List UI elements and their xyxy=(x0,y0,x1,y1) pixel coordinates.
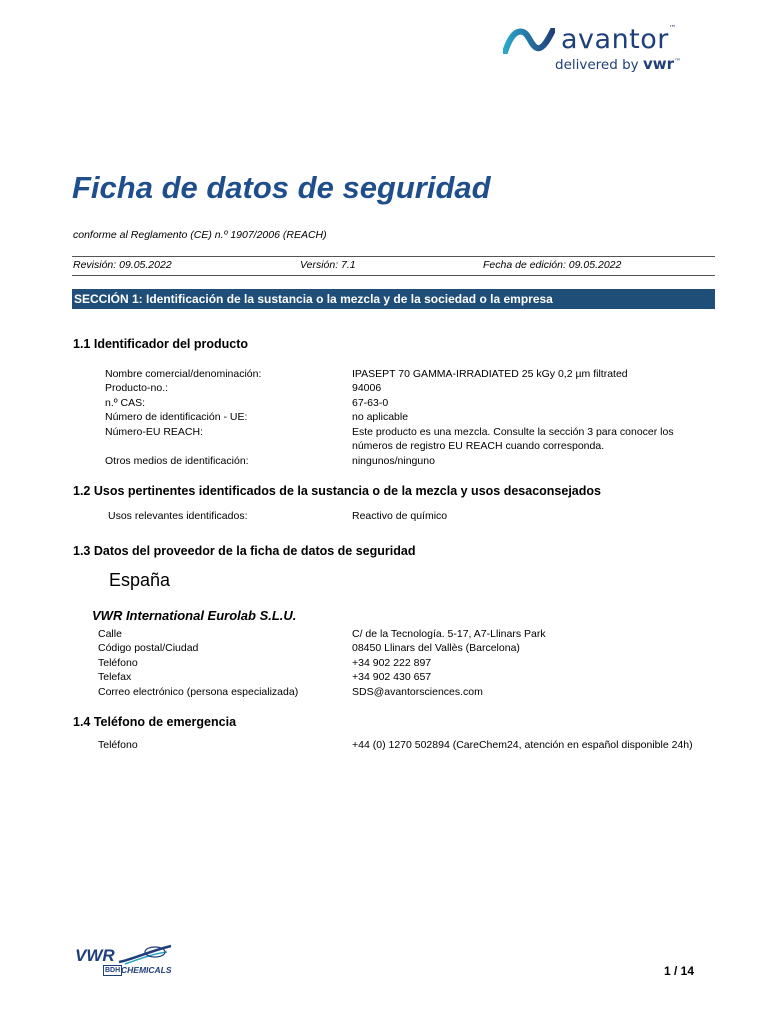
divider xyxy=(72,275,715,276)
edition-date: Fecha de edición: 09.05.2022 xyxy=(483,259,622,271)
vwr-swoosh-icon xyxy=(117,944,173,966)
label-fax: Telefax xyxy=(98,671,132,683)
value-phone: +34 902 222 897 xyxy=(352,657,432,669)
value-relevant-uses: Reactivo de químico xyxy=(352,510,448,522)
label-product-no: Producto-no.: xyxy=(105,382,169,394)
revision-date: Revisión: 09.05.2022 xyxy=(73,259,172,271)
brand-name: avantor xyxy=(561,24,669,55)
vwr-chemicals-logo xyxy=(75,944,185,978)
value-product-no: 94006 xyxy=(352,382,382,394)
label-cas: n.º CAS: xyxy=(105,397,146,409)
value-cas: 67-63-0 xyxy=(352,397,389,409)
value-eu-reach: Este producto es una mezcla. Consulte la sección 3 para conocer los xyxy=(352,426,674,438)
document-title: Ficha de datos de seguridad xyxy=(72,170,491,205)
heading-1-2: 1.2 Usos pertinentes identificados de la sustancia o de la mezcla y usos desaconsejados xyxy=(73,484,601,498)
label-eu-reach: Número-EU REACH: xyxy=(105,426,204,438)
value-email: SDS@avantorsciences.com xyxy=(352,686,483,698)
chemicals-text: CHEMICALS xyxy=(121,965,172,975)
label-phone: Teléfono xyxy=(98,657,138,669)
value-trade-name: IPASEPT 70 GAMMA-IRRADIATED 25 kGy 0,2 µm filtrated xyxy=(352,368,628,380)
label-trade-name: Nombre comercial/denominación: xyxy=(105,368,262,380)
heading-1-1: 1.1 Identificador del producto xyxy=(73,337,249,351)
brand-tagline: delivered by vwr™ xyxy=(555,55,681,73)
value-emergency-phone: +44 (0) 1270 502894 (CareChem24, atención en español disponible 24h) xyxy=(352,739,693,751)
value-fax: +34 902 430 657 xyxy=(352,671,432,683)
page-number: 1 / 14 xyxy=(664,964,695,978)
avantor-logo-mark-icon xyxy=(503,28,555,54)
regulation-subtitle: conforme al Reglamento (CE) n.º 1907/2006 (REACH) xyxy=(73,229,327,241)
label-emergency-phone: Teléfono xyxy=(98,739,138,751)
company-name: VWR International Eurolab S.L.U. xyxy=(92,608,297,623)
label-street: Calle xyxy=(98,628,122,640)
value-postal-city: 08450 Llinars del Vallès (Barcelona) xyxy=(352,642,520,654)
value-eu-reach-cont: números de registro EU REACH cuando corresponda. xyxy=(352,440,605,452)
heading-1-3: 1.3 Datos del proveedor de la ficha de datos de seguridad xyxy=(73,544,416,558)
heading-1-4: 1.4 Teléfono de emergencia xyxy=(73,715,237,729)
country: España xyxy=(109,570,171,590)
divider xyxy=(72,256,715,257)
label-relevant-uses: Usos relevantes identificados: xyxy=(108,510,248,522)
value-other-id: ningunos/ninguno xyxy=(352,455,435,467)
bdh-badge: BDH xyxy=(105,967,121,974)
label-eu-id: Número de identificación - UE: xyxy=(105,411,248,423)
label-postal-city: Código postal/Ciudad xyxy=(98,642,199,654)
section-1-header: SECCIÓN 1: Identificación de la sustancia o la mezcla y de la sociedad o la empresa xyxy=(72,289,715,309)
version: Versión: 7.1 xyxy=(300,259,356,271)
value-eu-id: no aplicable xyxy=(352,411,409,423)
label-email: Correo electrónico (persona especializada) xyxy=(98,686,299,698)
vwr-logo-text: VWR xyxy=(75,946,115,965)
value-street: C/ de la Tecnología. 5-17, A7-Llinars Park xyxy=(352,628,546,640)
avantor-logo: avantor™ delivered by vwr™ xyxy=(503,26,703,76)
label-other-id: Otros medios de identificación: xyxy=(105,455,249,467)
